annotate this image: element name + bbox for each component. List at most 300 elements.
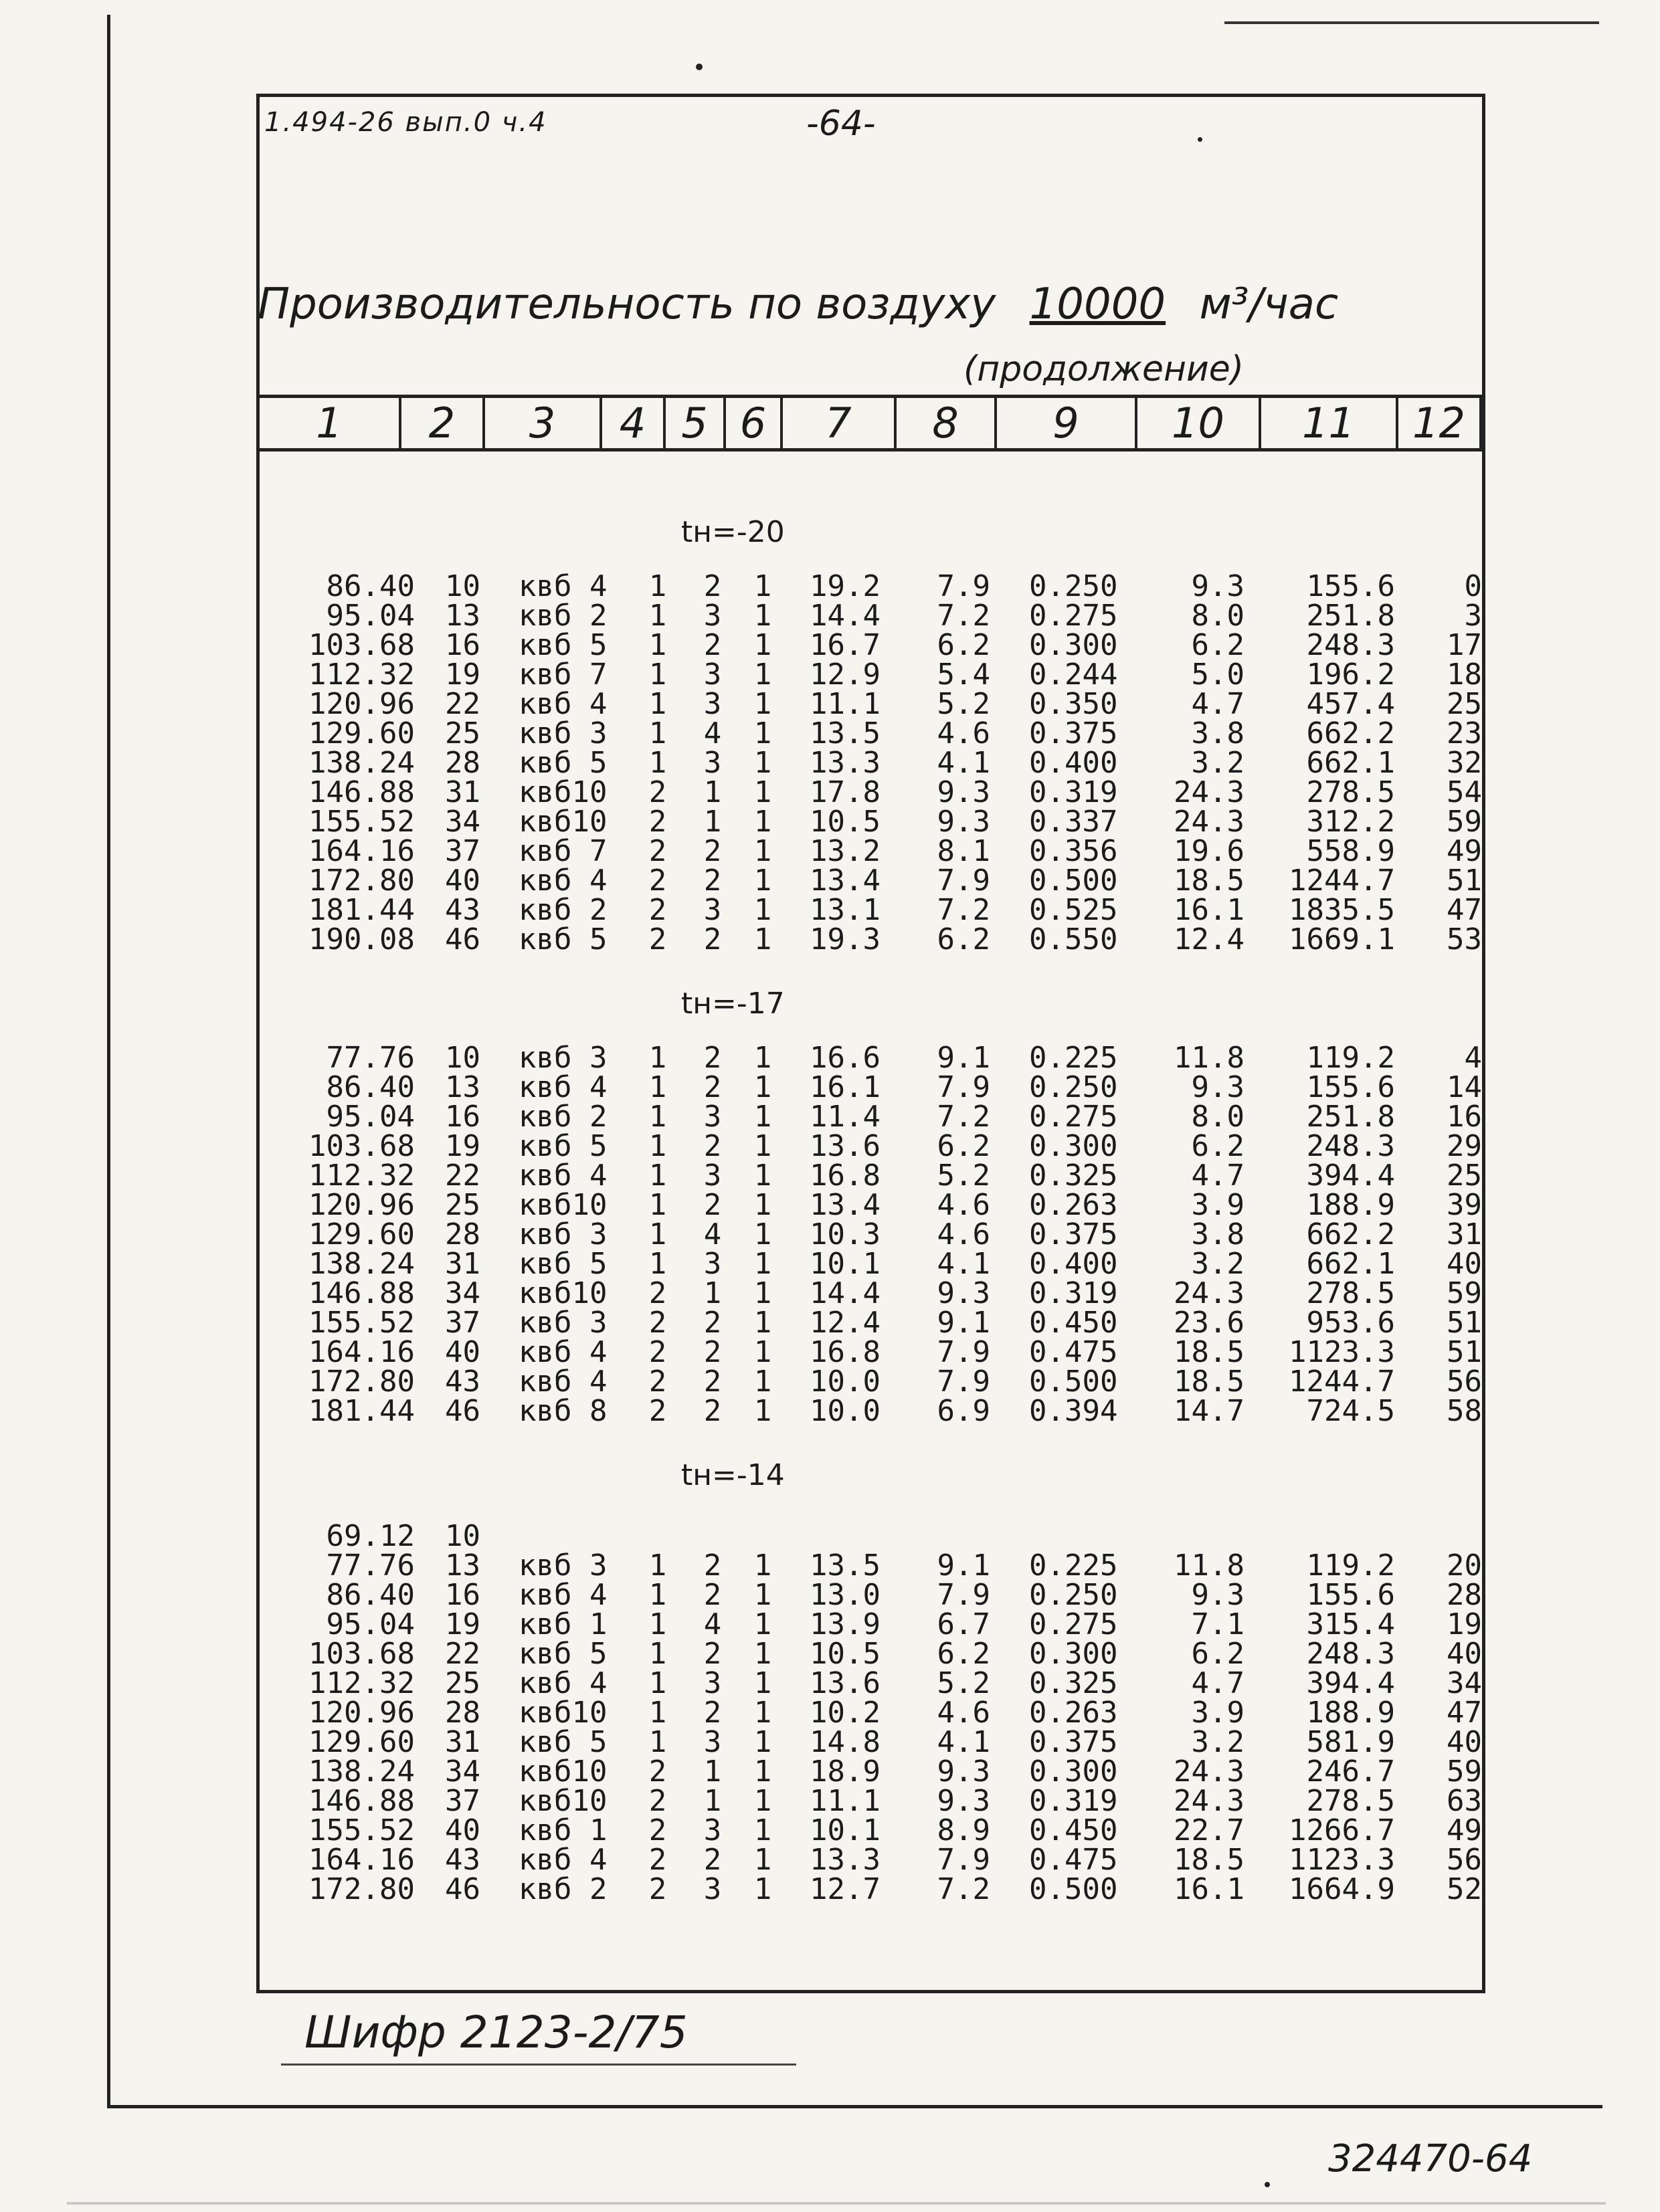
column-header-5: 5 xyxy=(666,395,726,451)
table-row xyxy=(0,1367,1660,1397)
cell-col-11: 1664.9 xyxy=(1289,1872,1395,1906)
cell-col-1: 146.88 xyxy=(308,775,415,809)
cell-col-8: 7.9 xyxy=(937,864,990,898)
cell-col-11: 119.2 xyxy=(1306,1041,1395,1075)
cell-col-2: 40 xyxy=(445,1813,480,1847)
cell-col-5: 3 xyxy=(703,1872,722,1906)
cell-col-4: 1 xyxy=(648,569,667,603)
column-header-3: 3 xyxy=(485,395,602,451)
cell-col-11: 188.9 xyxy=(1306,1188,1395,1222)
cell-col-8: 7.9 xyxy=(937,1335,990,1369)
cell-col-12: 52 xyxy=(1447,1872,1482,1906)
archive-number: 324470-64 xyxy=(1328,2137,1533,2181)
airflow-value: 10000 xyxy=(1029,280,1166,329)
cell-col-8: 9.1 xyxy=(937,1041,990,1075)
cell-col-11: 155.6 xyxy=(1306,569,1395,603)
cell-col-12: 18 xyxy=(1447,658,1482,692)
cell-col-10: 6.2 xyxy=(1191,628,1244,662)
cell-col-3: квб 4 xyxy=(519,1159,608,1193)
cell-col-6: 1 xyxy=(753,1784,772,1818)
cell-col-12: 51 xyxy=(1447,864,1482,898)
cell-col-6: 1 xyxy=(753,834,772,868)
cell-col-2: 16 xyxy=(445,1578,480,1612)
cell-col-1: 155.52 xyxy=(308,805,415,839)
cell-col-2: 40 xyxy=(445,864,480,898)
cell-col-7: 13.4 xyxy=(810,864,881,898)
cell-col-8: 7.2 xyxy=(937,1872,990,1906)
cell-col-10: 9.3 xyxy=(1191,569,1244,603)
cell-col-7: 17.8 xyxy=(810,775,881,809)
cell-col-2: 28 xyxy=(445,1696,480,1730)
cell-col-12: 3 xyxy=(1464,599,1482,633)
cell-col-6: 1 xyxy=(753,1247,772,1281)
cell-col-3: квб10 xyxy=(519,1784,608,1818)
cell-col-11: 662.1 xyxy=(1306,746,1395,780)
cell-col-3: квб 3 xyxy=(519,1041,608,1075)
cell-col-7: 12.4 xyxy=(810,1306,881,1340)
cell-col-5: 3 xyxy=(703,1725,722,1759)
title-prefix: Производительность по воздуху xyxy=(258,280,996,329)
cell-col-8: 9.1 xyxy=(937,1306,990,1340)
cell-col-3: квб10 xyxy=(519,1696,608,1730)
cell-col-9: 0.319 xyxy=(1029,1784,1118,1818)
cell-col-9: 0.350 xyxy=(1029,687,1118,721)
cell-col-12: 56 xyxy=(1447,1843,1482,1877)
cell-col-9: 0.394 xyxy=(1029,1394,1118,1428)
cell-col-7: 10.1 xyxy=(810,1813,881,1847)
cell-col-6: 1 xyxy=(753,1276,772,1310)
column-header-10: 10 xyxy=(1137,395,1261,451)
cell-col-2: 43 xyxy=(445,1365,480,1399)
cell-col-2: 10 xyxy=(445,1519,480,1553)
cell-col-2: 37 xyxy=(445,1306,480,1340)
cell-col-4: 1 xyxy=(648,1666,667,1700)
cell-col-11: 1123.3 xyxy=(1289,1843,1395,1877)
cell-col-6: 1 xyxy=(753,746,772,780)
cell-col-4: 1 xyxy=(648,1129,667,1163)
cell-col-9: 0.375 xyxy=(1029,716,1118,750)
cell-col-1: 129.60 xyxy=(308,1217,415,1251)
cell-col-3: квб 4 xyxy=(519,687,608,721)
cell-col-10: 24.3 xyxy=(1174,1784,1244,1818)
cell-col-3: квб10 xyxy=(519,1754,608,1789)
cell-col-10: 3.8 xyxy=(1191,1217,1244,1251)
table-row xyxy=(0,1639,1660,1669)
cell-col-9: 0.400 xyxy=(1029,1247,1118,1281)
cell-col-5: 1 xyxy=(703,775,722,809)
table-row xyxy=(0,1335,1660,1369)
cell-col-5: 3 xyxy=(703,1813,722,1847)
cell-col-8: 4.6 xyxy=(937,1217,990,1251)
column-header-2: 2 xyxy=(401,395,485,451)
cell-col-3: квб 3 xyxy=(519,716,608,750)
cell-col-12: 58 xyxy=(1447,1394,1482,1428)
cell-col-7: 13.5 xyxy=(810,716,881,750)
cell-col-5: 3 xyxy=(703,599,722,633)
cell-col-4: 2 xyxy=(648,1813,667,1847)
table-row xyxy=(0,1161,1660,1191)
cell-col-3: квб 4 xyxy=(519,1843,608,1877)
table-row xyxy=(0,1754,1660,1789)
table-row xyxy=(0,660,1660,690)
cell-col-1: 95.04 xyxy=(326,1100,415,1134)
cell-col-9: 0.375 xyxy=(1029,1217,1118,1251)
cell-col-10: 4.7 xyxy=(1191,1666,1244,1700)
cell-col-11: 1835.5 xyxy=(1289,893,1395,927)
cell-col-1: 120.96 xyxy=(308,1188,415,1222)
cell-col-3: квб 1 xyxy=(519,1607,608,1641)
column-header-8: 8 xyxy=(897,395,997,451)
cell-col-7: 13.2 xyxy=(810,834,881,868)
column-header-12: 12 xyxy=(1398,395,1482,451)
cell-col-4: 1 xyxy=(648,1725,667,1759)
cell-col-6: 1 xyxy=(753,922,772,957)
cell-col-3: квб 7 xyxy=(519,658,608,692)
cell-col-3: квб 4 xyxy=(519,1070,608,1104)
cell-col-1: 190.08 xyxy=(308,922,415,957)
cipher-label: Шифр 2123-2/75 xyxy=(304,2007,688,2058)
cell-col-4: 2 xyxy=(648,1335,667,1369)
cell-col-12: 25 xyxy=(1447,1159,1482,1193)
cell-col-8: 7.9 xyxy=(937,1843,990,1877)
cell-col-8: 4.1 xyxy=(937,1247,990,1281)
cell-col-6: 1 xyxy=(753,1637,772,1671)
cell-col-1: 146.88 xyxy=(308,1784,415,1818)
cell-col-8: 8.9 xyxy=(937,1813,990,1847)
cell-col-12: 47 xyxy=(1447,1696,1482,1730)
cell-col-1: 164.16 xyxy=(308,1335,415,1369)
cell-col-3: квб10 xyxy=(519,1276,608,1310)
cell-col-2: 37 xyxy=(445,834,480,868)
cell-col-2: 46 xyxy=(445,1394,480,1428)
cell-col-7: 13.3 xyxy=(810,746,881,780)
cell-col-4: 2 xyxy=(648,922,667,957)
cell-col-8: 7.2 xyxy=(937,599,990,633)
cell-col-8: 5.2 xyxy=(937,1159,990,1193)
cell-col-7: 10.0 xyxy=(810,1365,881,1399)
cell-col-12: 40 xyxy=(1447,1637,1482,1671)
cell-col-2: 28 xyxy=(445,746,480,780)
cell-col-8: 9.3 xyxy=(937,1276,990,1310)
cell-col-1: 164.16 xyxy=(308,1843,415,1877)
cell-col-8: 6.2 xyxy=(937,922,990,957)
cell-col-10: 8.0 xyxy=(1191,599,1244,633)
cell-col-12: 40 xyxy=(1447,1725,1482,1759)
column-header-4: 4 xyxy=(602,395,666,451)
cell-col-5: 3 xyxy=(703,746,722,780)
cell-col-9: 0.244 xyxy=(1029,658,1118,692)
cell-col-1: 77.76 xyxy=(326,1548,415,1583)
cell-col-8: 7.9 xyxy=(937,1365,990,1399)
cell-col-5: 3 xyxy=(703,893,722,927)
table-row xyxy=(0,1872,1660,1906)
table-row xyxy=(0,716,1660,750)
table-row xyxy=(0,1698,1660,1728)
table-row xyxy=(0,628,1660,662)
cell-col-7: 13.9 xyxy=(810,1607,881,1641)
cell-col-4: 2 xyxy=(648,864,667,898)
cell-col-6: 1 xyxy=(753,658,772,692)
cell-col-3: квб 8 xyxy=(519,1394,608,1428)
cell-col-10: 5.0 xyxy=(1191,658,1244,692)
cell-col-2: 34 xyxy=(445,1276,480,1310)
cell-col-8: 9.1 xyxy=(937,1548,990,1583)
page-number: -64- xyxy=(806,104,876,144)
cell-col-12: 4 xyxy=(1464,1041,1482,1075)
cell-col-2: 19 xyxy=(445,658,480,692)
cell-col-6: 1 xyxy=(753,1813,772,1847)
cell-col-10: 24.3 xyxy=(1174,1276,1244,1310)
cell-col-1: 181.44 xyxy=(308,1394,415,1428)
cell-col-3: квб 3 xyxy=(519,1548,608,1583)
cell-col-11: 581.9 xyxy=(1306,1725,1395,1759)
cell-col-1: 172.80 xyxy=(308,864,415,898)
cell-col-7: 10.2 xyxy=(810,1696,881,1730)
cell-col-5: 2 xyxy=(703,834,722,868)
cell-col-10: 11.8 xyxy=(1174,1041,1244,1075)
table-row xyxy=(0,1666,1660,1700)
cell-col-8: 4.1 xyxy=(937,746,990,780)
cell-col-12: 63 xyxy=(1447,1784,1482,1818)
cell-col-6: 1 xyxy=(753,1100,772,1134)
cell-col-6: 1 xyxy=(753,1843,772,1877)
scan-speck xyxy=(696,64,703,70)
cell-col-12: 23 xyxy=(1447,716,1482,750)
cell-col-5: 2 xyxy=(703,864,722,898)
cell-col-1: 120.96 xyxy=(308,687,415,721)
table-row xyxy=(0,1607,1660,1641)
cell-col-2: 46 xyxy=(445,1872,480,1906)
cell-col-4: 1 xyxy=(648,716,667,750)
cell-col-11: 558.9 xyxy=(1306,834,1395,868)
cell-col-2: 25 xyxy=(445,716,480,750)
table-row xyxy=(0,1217,1660,1251)
cell-col-5: 2 xyxy=(703,1548,722,1583)
cell-col-10: 18.5 xyxy=(1174,1365,1244,1399)
cell-col-7: 16.6 xyxy=(810,1041,881,1075)
cell-col-9: 0.300 xyxy=(1029,1129,1118,1163)
cell-col-11: 662.2 xyxy=(1306,716,1395,750)
cell-col-12: 51 xyxy=(1447,1335,1482,1369)
table-row xyxy=(0,1813,1660,1847)
cell-col-7: 13.0 xyxy=(810,1578,881,1612)
scan-edge xyxy=(67,2202,1606,2205)
cell-col-11: 1669.1 xyxy=(1289,922,1395,957)
cell-col-9: 0.263 xyxy=(1029,1188,1118,1222)
cell-col-9: 0.275 xyxy=(1029,1100,1118,1134)
cell-col-12: 47 xyxy=(1447,893,1482,927)
cell-col-1: 86.40 xyxy=(326,1578,415,1612)
cell-col-5: 2 xyxy=(703,1394,722,1428)
cell-col-1: 112.32 xyxy=(308,1159,415,1193)
cell-col-6: 1 xyxy=(753,1217,772,1251)
cell-col-2: 37 xyxy=(445,1784,480,1818)
cell-col-3: квб 1 xyxy=(519,1813,608,1847)
cell-col-10: 3.8 xyxy=(1191,716,1244,750)
cell-col-9: 0.250 xyxy=(1029,1578,1118,1612)
cell-col-6: 1 xyxy=(753,1365,772,1399)
cell-col-10: 3.2 xyxy=(1191,1725,1244,1759)
cell-col-10: 18.5 xyxy=(1174,1843,1244,1877)
cell-col-11: 1244.7 xyxy=(1289,864,1395,898)
cell-col-6: 1 xyxy=(753,805,772,839)
cell-col-7: 13.3 xyxy=(810,1843,881,1877)
cell-col-8: 7.2 xyxy=(937,893,990,927)
table-row xyxy=(0,1070,1660,1104)
table-row xyxy=(0,1308,1660,1338)
table-title xyxy=(258,280,1482,329)
cell-col-11: 278.5 xyxy=(1306,1784,1395,1818)
cell-col-11: 1123.3 xyxy=(1289,1335,1395,1369)
cell-col-8: 9.3 xyxy=(937,775,990,809)
cell-col-7: 11.1 xyxy=(810,687,881,721)
cell-col-2: 31 xyxy=(445,775,480,809)
table-row xyxy=(0,1578,1660,1612)
cell-col-12: 29 xyxy=(1447,1129,1482,1163)
cell-col-10: 24.3 xyxy=(1174,1754,1244,1789)
cell-col-7: 10.5 xyxy=(810,805,881,839)
cell-col-5: 4 xyxy=(703,716,722,750)
cell-col-1: 77.76 xyxy=(326,1041,415,1075)
cell-col-3: квб 5 xyxy=(519,628,608,662)
cell-col-9: 0.250 xyxy=(1029,1070,1118,1104)
cell-col-9: 0.325 xyxy=(1029,1159,1118,1193)
table-row xyxy=(0,1548,1660,1583)
cell-col-8: 7.9 xyxy=(937,1070,990,1104)
cell-col-5: 3 xyxy=(703,658,722,692)
cell-col-8: 5.2 xyxy=(937,687,990,721)
cell-col-2: 31 xyxy=(445,1725,480,1759)
cell-col-12: 0 xyxy=(1464,569,1482,603)
cell-col-7: 19.2 xyxy=(810,569,881,603)
cell-col-6: 1 xyxy=(753,1188,772,1222)
cipher-underline xyxy=(281,2064,796,2066)
cell-col-12: 20 xyxy=(1447,1548,1482,1583)
table-row xyxy=(0,807,1660,837)
cell-col-10: 18.5 xyxy=(1174,864,1244,898)
cell-col-3: квб 2 xyxy=(519,1100,608,1134)
cell-col-3: квб 4 xyxy=(519,1578,608,1612)
cell-col-1: 138.24 xyxy=(308,1754,415,1789)
cell-col-7: 10.0 xyxy=(810,1394,881,1428)
cell-col-4: 2 xyxy=(648,1843,667,1877)
cell-col-9: 0.275 xyxy=(1029,1607,1118,1641)
cell-col-1: 112.32 xyxy=(308,658,415,692)
cell-col-2: 34 xyxy=(445,1754,480,1789)
cell-col-11: 248.3 xyxy=(1306,628,1395,662)
cell-col-8: 7.9 xyxy=(937,1578,990,1612)
cell-col-1: 155.52 xyxy=(308,1813,415,1847)
cell-col-8: 4.6 xyxy=(937,1696,990,1730)
cell-col-1: 172.80 xyxy=(308,1872,415,1906)
cell-col-7: 16.7 xyxy=(810,628,881,662)
cell-col-4: 2 xyxy=(648,805,667,839)
cell-col-7: 11.4 xyxy=(810,1100,881,1134)
cell-col-3: квб 4 xyxy=(519,864,608,898)
table-row xyxy=(0,1845,1660,1875)
cell-col-7: 11.1 xyxy=(810,1784,881,1818)
cell-col-4: 1 xyxy=(648,1100,667,1134)
cell-col-4: 2 xyxy=(648,775,667,809)
cell-col-10: 12.4 xyxy=(1174,922,1244,957)
cell-col-2: 43 xyxy=(445,893,480,927)
column-header-6: 6 xyxy=(726,395,783,451)
cell-col-10: 4.7 xyxy=(1191,687,1244,721)
cell-col-7: 14.4 xyxy=(810,1276,881,1310)
cell-col-2: 19 xyxy=(445,1129,480,1163)
cell-col-5: 2 xyxy=(703,1843,722,1877)
cell-col-8: 9.3 xyxy=(937,805,990,839)
cell-col-8: 6.2 xyxy=(937,628,990,662)
cell-col-6: 1 xyxy=(753,1578,772,1612)
cell-col-9: 0.250 xyxy=(1029,569,1118,603)
table-row xyxy=(0,1188,1660,1222)
cell-col-3: квб 7 xyxy=(519,834,608,868)
cell-col-1: 103.68 xyxy=(308,628,415,662)
table-continuation: (продолжение) xyxy=(963,349,1244,389)
cell-col-9: 0.300 xyxy=(1029,628,1118,662)
cell-col-7: 14.4 xyxy=(810,599,881,633)
cell-col-10: 9.3 xyxy=(1191,1070,1244,1104)
table-row xyxy=(0,1725,1660,1759)
cell-col-4: 2 xyxy=(648,1306,667,1340)
table-row xyxy=(0,569,1660,603)
cell-col-2: 31 xyxy=(445,1247,480,1281)
cell-col-3: квб10 xyxy=(519,805,608,839)
cell-col-12: 56 xyxy=(1447,1365,1482,1399)
cell-col-12: 54 xyxy=(1447,775,1482,809)
cell-col-10: 6.2 xyxy=(1191,1129,1244,1163)
cell-col-11: 312.2 xyxy=(1306,805,1395,839)
table-row xyxy=(0,687,1660,721)
cell-col-9: 0.525 xyxy=(1029,893,1118,927)
cell-col-11: 119.2 xyxy=(1306,1548,1395,1583)
cell-col-10: 8.0 xyxy=(1191,1100,1244,1134)
cell-col-10: 14.7 xyxy=(1174,1394,1244,1428)
cell-col-9: 0.375 xyxy=(1029,1725,1118,1759)
cell-col-9: 0.500 xyxy=(1029,864,1118,898)
cell-col-2: 46 xyxy=(445,922,480,957)
cell-col-5: 2 xyxy=(703,1578,722,1612)
cell-col-3: квб 5 xyxy=(519,1129,608,1163)
cell-col-3: квб 5 xyxy=(519,1637,608,1671)
cell-col-9: 0.275 xyxy=(1029,599,1118,633)
cell-col-2: 10 xyxy=(445,569,480,603)
cell-col-8: 8.1 xyxy=(937,834,990,868)
cell-col-4: 1 xyxy=(648,687,667,721)
cell-col-12: 32 xyxy=(1447,746,1482,780)
cell-col-12: 49 xyxy=(1447,834,1482,868)
cell-col-5: 3 xyxy=(703,1100,722,1134)
cell-col-11: 394.4 xyxy=(1306,1666,1395,1700)
cell-col-1: 120.96 xyxy=(308,1696,415,1730)
cell-col-6: 1 xyxy=(753,1129,772,1163)
cell-col-10: 4.7 xyxy=(1191,1159,1244,1193)
cell-col-4: 1 xyxy=(648,658,667,692)
cell-col-12: 51 xyxy=(1447,1306,1482,1340)
cell-col-5: 4 xyxy=(703,1217,722,1251)
cell-col-4: 2 xyxy=(648,1784,667,1818)
cell-col-9: 0.500 xyxy=(1029,1872,1118,1906)
cell-col-7: 18.9 xyxy=(810,1754,881,1789)
cell-col-2: 28 xyxy=(445,1217,480,1251)
column-header-1: 1 xyxy=(260,395,401,451)
cell-col-5: 2 xyxy=(703,628,722,662)
cell-col-1: 69.12 xyxy=(326,1519,415,1553)
cell-col-9: 0.475 xyxy=(1029,1843,1118,1877)
cell-col-6: 1 xyxy=(753,1070,772,1104)
cell-col-5: 3 xyxy=(703,1666,722,1700)
